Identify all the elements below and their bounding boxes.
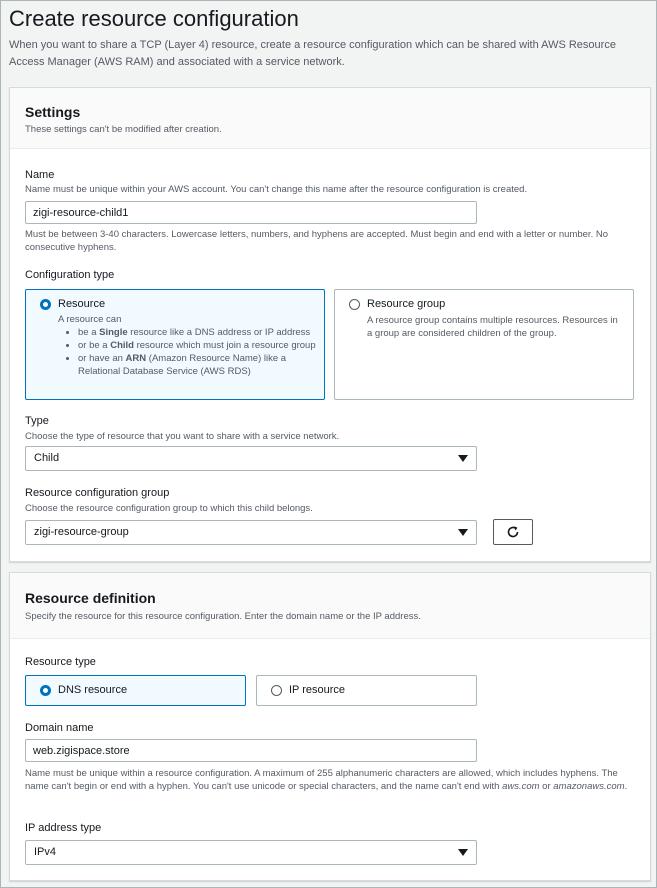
group-tile-title: Resource group <box>367 298 446 310</box>
dns-resource-label: DNS resource <box>58 684 128 696</box>
type-select[interactable] <box>25 446 477 471</box>
domain-name-label: Domain name <box>25 722 94 734</box>
config-group-label: Resource configuration group <box>25 487 170 499</box>
group-tile-description: A resource group contains multiple resources. Resources in a group are considered children of the group. <box>367 315 618 339</box>
domain-name-input[interactable] <box>25 739 477 762</box>
definition-title: Resource definition <box>25 590 156 606</box>
resource-group-radio[interactable] <box>349 299 360 310</box>
definition-panel-header <box>10 573 650 639</box>
config-group-select-value: zigi-resource-group <box>34 526 129 538</box>
resource-intro: A resource can <box>58 314 122 325</box>
config-group-select[interactable] <box>25 520 477 545</box>
ip-resource-radio[interactable] <box>271 685 282 696</box>
name-label: Name <box>25 169 55 181</box>
caret-down-icon <box>458 455 468 462</box>
resource-tile-title: Resource <box>58 298 106 310</box>
resource-bullet-child: • or be a Child resource which must join a resource group <box>78 339 318 352</box>
config-group-hint: Choose the resource configuration group to which this child belongs. <box>25 503 313 514</box>
type-select-value: Child <box>34 452 60 464</box>
page-title: Create resource configuration <box>9 6 299 31</box>
settings-panel <box>9 87 651 562</box>
config-type-group-tile[interactable] <box>334 289 634 400</box>
name-input[interactable] <box>25 201 477 224</box>
settings-panel-header <box>10 88 650 149</box>
refresh-icon <box>506 525 520 539</box>
name-hint: Name must be unique within your AWS account. You can't change this name after the resource configuration is created. <box>25 184 528 195</box>
configuration-type-label: Configuration type <box>25 269 115 281</box>
domain-name-hint: Name must be unique within a resource configuration. A maximum of 255 alphanumeric characters are allowed, which includes hyphens. The name can't begin or end with a hyphen. You can't use unicode or special characters, and the name can't end with aws.com or amazonaws.com. <box>25 768 628 792</box>
resource-definition-panel <box>9 572 651 881</box>
caret-down-icon <box>458 849 468 856</box>
resource-bullet-single: • be a Single resource like a DNS address or IP address <box>78 326 318 339</box>
page-description: When you want to share a TCP (Layer 4) resource, create a resource configuration which can be shared with AWS Resource Access Manager (AWS RAM) and associated with a service network. <box>9 39 616 68</box>
settings-title: Settings <box>25 104 81 120</box>
ip-address-type-value: IPv4 <box>34 846 57 858</box>
refresh-button[interactable] <box>493 519 533 545</box>
resource-tile-description <box>58 313 318 378</box>
ip-resource-tile[interactable] <box>256 675 477 706</box>
config-type-resource-tile[interactable] <box>25 289 325 400</box>
ip-address-type-label: IP address type <box>25 822 102 834</box>
definition-subtitle: Specify the resource for this resource configuration. Enter the domain name or the IP address. <box>25 611 421 622</box>
resource-type-label: Resource type <box>25 656 96 668</box>
dns-resource-radio[interactable] <box>40 685 51 696</box>
resource-radio[interactable] <box>40 299 51 310</box>
resource-bullets <box>58 326 318 378</box>
dns-resource-tile[interactable] <box>25 675 246 706</box>
resource-bullet-arn: • or have an ARN (Amazon Resource Name) like a Relational Database Service (AWS RDS) <box>78 352 318 378</box>
caret-down-icon <box>458 529 468 536</box>
type-hint: Choose the type of resource that you want to share with a service network. <box>25 431 340 442</box>
ip-address-type-select[interactable] <box>25 840 477 865</box>
name-constraint: Must be between 3-40 characters. Lowercase letters, numbers, and hyphens are accepted. Must begin and end with a letter or number. No consecutive hyphens. <box>25 229 608 253</box>
type-label: Type <box>25 415 49 427</box>
settings-subtitle: These settings can't be modified after creation. <box>25 124 222 135</box>
ip-resource-label: IP resource <box>289 684 346 696</box>
